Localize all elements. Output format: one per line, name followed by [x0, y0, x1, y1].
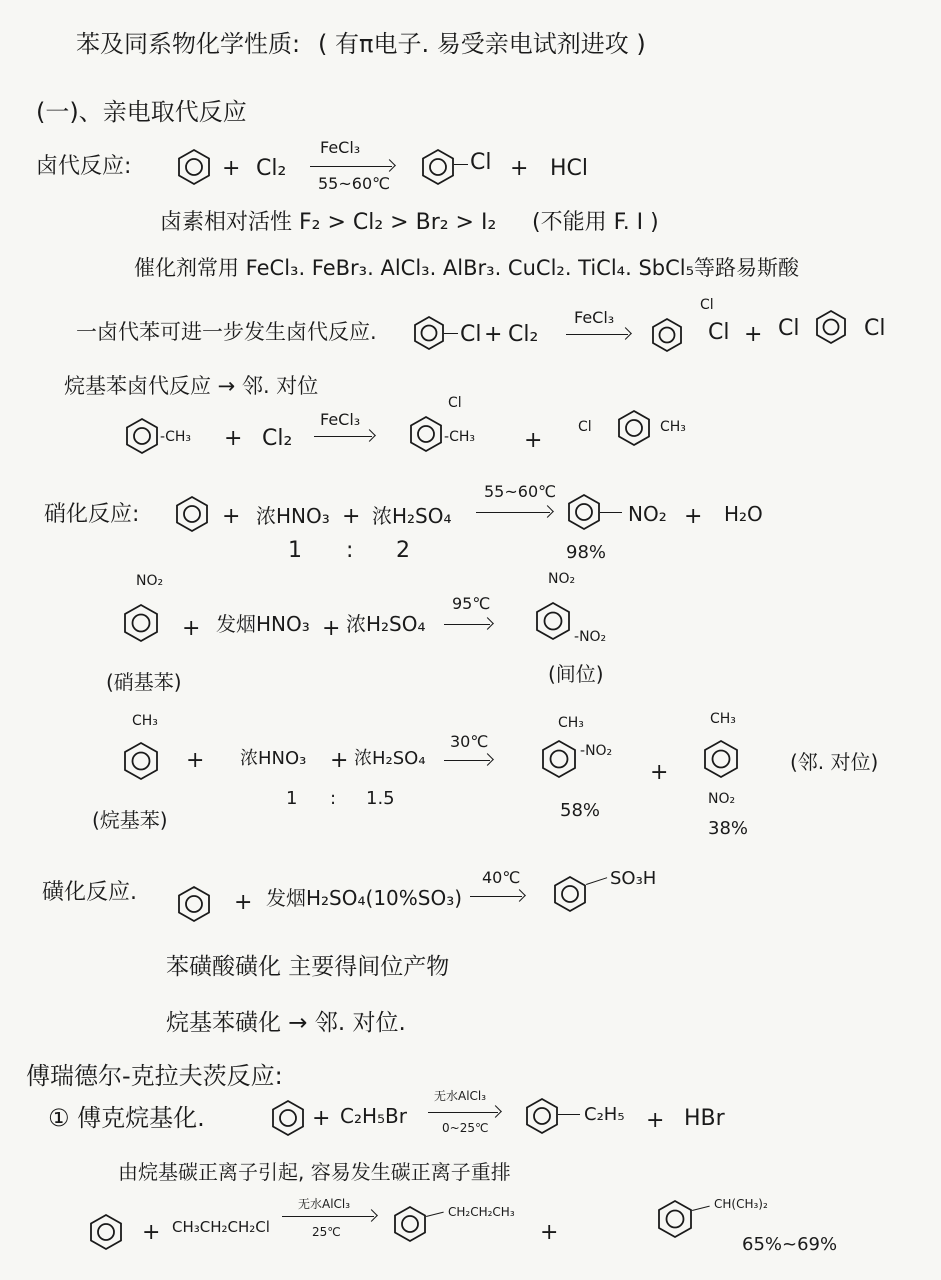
reaction-temp: 25℃ — [312, 1225, 341, 1239]
substituent-cl: Cl — [864, 316, 886, 341]
nitration-label: 硝化反应: — [44, 502, 140, 527]
substituent-cl: Cl — [700, 297, 714, 313]
benzene-ring — [616, 410, 652, 446]
benzene-ring — [122, 742, 160, 780]
reagent-cl2: Cl₂ — [256, 156, 287, 181]
plus-sign: + — [510, 156, 529, 181]
reaction-arrow — [566, 334, 628, 335]
benzene-ring — [524, 1098, 560, 1134]
ratio-value: 1 — [288, 538, 302, 563]
plus-sign: + — [524, 428, 543, 453]
reagent-h2so4: 浓H₂SO₄ — [346, 612, 426, 636]
bond — [444, 333, 458, 334]
reagent-cl2: Cl₂ — [508, 322, 539, 347]
plus-sign: + — [312, 1106, 331, 1131]
benzene-ring — [552, 876, 588, 912]
byproduct-hcl: HCl — [550, 156, 589, 181]
plus-sign: + — [186, 748, 205, 773]
ratio-value: 2 — [396, 538, 410, 563]
label-ortho-para: (邻. 对位) — [790, 750, 879, 774]
reagent-oleum: 发烟H₂SO₄(10%SO₃) — [266, 886, 463, 910]
benzene-ring — [392, 1206, 428, 1242]
substituent-ch3: CH₃ — [660, 419, 686, 435]
benzene-ring — [420, 149, 456, 185]
plus-sign: + — [330, 748, 349, 773]
substituent-no2: NO₂ — [548, 571, 576, 587]
label-nitrobenzene: (硝基苯) — [106, 670, 182, 694]
product-isopropyl: CH(CH₃)₂ — [714, 1197, 768, 1211]
further-halogenation: 一卤代苯可进一步发生卤代反应. — [76, 320, 377, 344]
ratio-value: 1 — [286, 788, 298, 809]
bond — [558, 1114, 580, 1115]
yield-value: 65%~69% — [742, 1234, 838, 1255]
reaction-arrow — [282, 1216, 374, 1217]
label-toluene: (烷基苯) — [92, 808, 168, 832]
reaction-temp: 55~60℃ — [484, 482, 557, 501]
product-propyl: CH₂CH₂CH₃ — [448, 1205, 515, 1219]
bond — [692, 1206, 710, 1211]
alkylation-item: ① 傅克烷基化. — [48, 1104, 205, 1132]
plus-sign: + — [540, 1220, 559, 1245]
catalyst-alcl3: 无水AlCl₃ — [298, 1197, 351, 1211]
substituent-ch3: CH₃ — [558, 715, 584, 731]
plus-sign: + — [182, 616, 201, 641]
benzene-ring — [814, 310, 848, 344]
plus-sign: + — [484, 322, 503, 347]
reaction-arrow — [428, 1112, 498, 1113]
reagent-hno3: 浓HNO₃ — [240, 748, 307, 769]
reagent-h2so4: 浓H₂SO₄ — [372, 504, 452, 528]
substituent-ch3: CH₃ — [132, 713, 158, 729]
substituent-ch3: -CH₃ — [160, 429, 191, 445]
plus-sign: + — [684, 504, 703, 529]
plus-sign: + — [646, 1108, 665, 1133]
benzene-ring — [176, 886, 212, 922]
reaction-arrow — [476, 512, 550, 513]
catalyst-alcl3: 无水AlCl₃ — [434, 1089, 487, 1103]
sulfonation-note: 烷基苯磺化 → 邻. 对位. — [166, 1010, 406, 1036]
reagent-propyl-chloride: CH₃CH₂CH₂Cl — [172, 1218, 270, 1236]
product-nitro: NO₂ — [628, 502, 667, 526]
plus-sign: + — [322, 616, 341, 641]
bond — [586, 877, 607, 885]
reaction-arrow — [314, 436, 372, 437]
reaction-temp: 55~60℃ — [318, 174, 391, 193]
reaction-temp: 40℃ — [482, 868, 521, 887]
benzene-ring — [540, 740, 578, 778]
plus-sign: + — [142, 1220, 161, 1245]
benzene-ring — [412, 316, 446, 350]
ratio-colon: : — [330, 788, 337, 809]
yield-para: 38% — [708, 818, 749, 839]
sulfonation-label: 磺化反应. — [42, 880, 137, 905]
reaction-temp: 30℃ — [450, 732, 489, 751]
bond — [600, 512, 622, 513]
reagent-h2so4: 浓H₂SO₄ — [354, 748, 426, 769]
bond — [454, 164, 468, 165]
activity-note: (不能用 F. I ) — [532, 210, 659, 235]
plus-sign: + — [234, 890, 253, 915]
substituent-no2: NO₂ — [708, 791, 736, 807]
reaction-arrow — [470, 896, 522, 897]
halogen-activity: 卤素相对活性 F₂ > Cl₂ > Br₂ > I₂ — [160, 210, 497, 235]
substituent-cl: Cl — [578, 419, 592, 435]
benzene-ring — [534, 602, 572, 640]
benzene-ring — [88, 1214, 124, 1250]
substituent-cl: Cl — [708, 320, 730, 345]
reaction-temp: 0~25℃ — [442, 1121, 489, 1135]
page-title: 苯及同系物化学性质: — [76, 30, 301, 58]
plus-sign: + — [222, 156, 241, 181]
alkyl-halogenation: 烷基苯卤代反应 → 邻. 对位 — [64, 374, 319, 398]
benzene-ring — [174, 496, 210, 532]
catalyst-fecl3: FeCl₃ — [320, 410, 361, 429]
substituent-ch3: -CH₃ — [444, 429, 475, 445]
ratio-value: 1.5 — [366, 788, 395, 809]
plus-sign: + — [650, 760, 669, 785]
plus-sign: + — [222, 504, 241, 529]
substituent-cl: Cl — [448, 395, 462, 411]
product-so3h: SO₃H — [610, 868, 657, 889]
catalyst-list: 催化剂常用 FeCl₃. FeBr₃. AlCl₃. AlBr₃. CuCl₂. TiCl₄. SbCl₅等路易斯酸 — [134, 256, 800, 280]
reagent-fuming-hno3: 发烟HNO₃ — [216, 612, 310, 636]
bond — [426, 1212, 444, 1217]
catalyst-fecl3: FeCl₃ — [320, 138, 361, 157]
benzene-ring — [566, 494, 602, 530]
benzene-ring — [408, 416, 444, 452]
plus-sign: + — [744, 322, 763, 347]
reagent-ethyl-bromide: C₂H₅Br — [340, 1104, 407, 1128]
ratio-colon: : — [346, 538, 354, 563]
substituent-ch3: CH₃ — [710, 711, 736, 727]
benzene-ring — [176, 149, 212, 185]
substituent-no2: -NO₂ — [580, 743, 613, 759]
reaction-arrow — [444, 760, 490, 761]
substituent-no2: -NO₂ — [574, 629, 607, 645]
product-ethyl: C₂H₅ — [584, 1104, 625, 1125]
yield-value: 98% — [566, 542, 607, 563]
substituent-cl: Cl — [460, 322, 482, 347]
benzene-ring — [656, 1200, 694, 1238]
sulfonation-note: 苯磺酸磺化 主要得间位产物 — [166, 954, 450, 980]
catalyst-fecl3: FeCl₃ — [574, 308, 615, 327]
product-substituent: Cl — [470, 150, 492, 175]
friedel-crafts-heading: 傅瑞德尔-克拉夫茨反应: — [26, 1062, 283, 1090]
title-note: ( 有π电子. 易受亲电试剂进攻 ) — [318, 30, 646, 58]
byproduct-hbr: HBr — [684, 1106, 725, 1131]
reaction-arrow — [310, 166, 392, 167]
benzene-ring — [124, 418, 160, 454]
reagent-hno3: 浓HNO₃ — [256, 504, 330, 528]
yield-ortho: 58% — [560, 800, 601, 821]
reaction-arrow — [444, 624, 490, 625]
benzene-ring — [702, 740, 740, 778]
byproduct-water: H₂O — [724, 502, 763, 526]
label-meta: (间位) — [548, 662, 604, 686]
section-heading: (一)、亲电取代反应 — [36, 98, 247, 126]
benzene-ring — [122, 604, 160, 642]
substituent-cl: Cl — [778, 316, 800, 341]
benzene-ring — [650, 318, 684, 352]
halogenation-label: 卤代反应: — [36, 154, 132, 179]
plus-sign: + — [224, 426, 243, 451]
reaction-temp: 95℃ — [452, 594, 491, 613]
plus-sign: + — [342, 504, 361, 529]
benzene-ring — [270, 1100, 306, 1136]
rearrangement-note: 由烷基碳正离子引起, 容易发生碳正离子重排 — [118, 1160, 511, 1184]
reagent-cl2: Cl₂ — [262, 426, 293, 451]
substituent-no2: NO₂ — [136, 573, 164, 589]
